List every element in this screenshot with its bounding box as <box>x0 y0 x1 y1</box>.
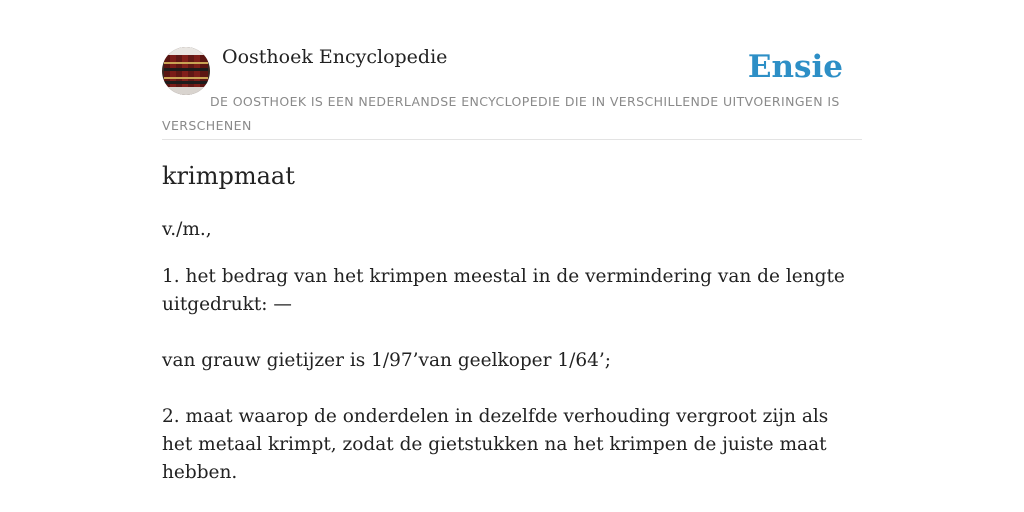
entry-title: krimpmaat <box>162 162 295 190</box>
source-header <box>162 46 862 140</box>
ensie-logo-link[interactable]: Ensie <box>747 49 843 85</box>
source-name-link[interactable]: Oosthoek Encyclopedie <box>222 46 448 68</box>
definition-example: van grauw gietijzer is 1/97’van geelkoper 1/64’; <box>162 350 612 371</box>
definition-sense-1: 1. het bedrag van het krimpen meestal in de vermindering van de lengte uitgedrukt: — <box>162 266 845 315</box>
entry-definition <box>162 263 852 487</box>
part-of-speech: v./m., <box>162 219 212 240</box>
encyclopedia-books-icon[interactable] <box>162 47 210 95</box>
source-description: DE OOSTHOEK IS EEN NEDERLANDSE ENCYCLOPEDIE DIE IN VERSCHILLENDE UITVOERINGEN IS VERSCHENEN <box>162 94 840 133</box>
definition-sense-2: 2. maat waarop de onderdelen in dezelfde verhouding vergroot zijn als het metaal krimpt, zodat de gietstukken na het krimpen de juiste maat hebben. <box>162 406 829 483</box>
